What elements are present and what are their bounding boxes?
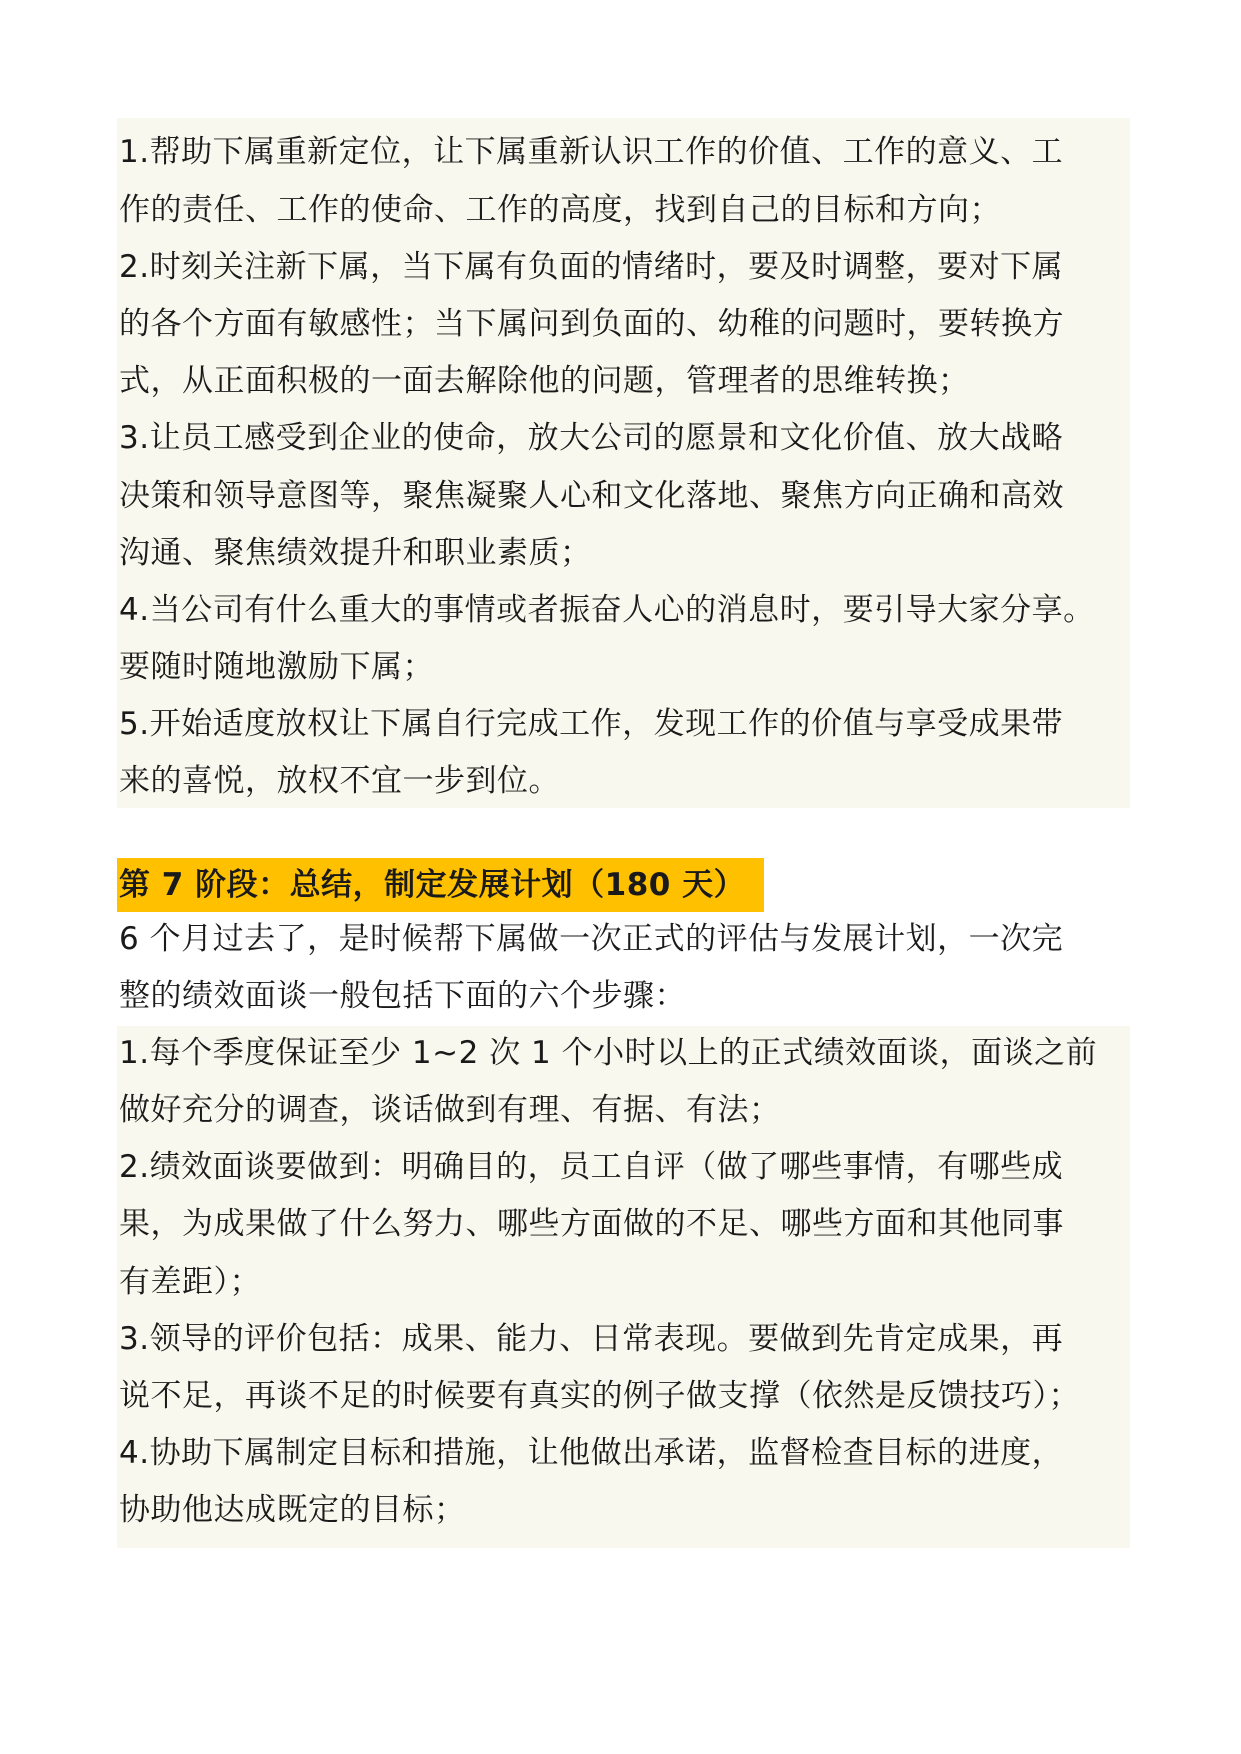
paragraph-line: 做好充分的调查，谈话做到有理、有据、有法； [119, 1092, 781, 1128]
paragraph-line: 2.绩效面谈要做到：明确目的，员工自评（做了哪些事情，有哪些成 [119, 1149, 1064, 1185]
section-heading [117, 858, 764, 912]
paragraph-line: 1.帮助下属重新定位，让下属重新认识工作的价值、工作的意义、工 [119, 134, 1064, 170]
paragraph-line: 要随时随地激励下属； [119, 649, 434, 685]
paragraph-line: 式，从正面积极的一面去解除他的问题，管理者的思维转换； [119, 363, 970, 399]
paragraph-line: 的各个方面有敏感性；当下属问到负面的、幼稚的问题时，要转换方 [119, 306, 1064, 342]
paragraph-line: 来的喜悦，放权不宜一步到位。 [119, 763, 560, 799]
intro-line: 整的绩效面谈一般包括下面的六个步骤： [119, 978, 686, 1014]
paragraph-line: 4.当公司有什么重大的事情或者振奋人心的消息时，要引导大家分享。 [119, 592, 1095, 628]
paragraph-line: 4.协助下属制定目标和措施，让他做出承诺，监督检查目标的进度， [119, 1435, 1064, 1471]
paragraph-line: 1.每个季度保证至少 1~2 次 1 个小时以上的正式绩效面谈，面谈之前 [119, 1035, 1098, 1071]
paragraph-line: 有差距）； [119, 1264, 261, 1300]
paragraph-line: 3.让员工感受到企业的使命，放大公司的愿景和文化价值、放大战略 [119, 420, 1064, 456]
section-heading-text: 第 7 阶段：总结，制定发展计划（180 天） [119, 867, 746, 903]
paragraph-line: 2.时刻关注新下属，当下属有负面的情绪时，要及时调整，要对下属 [119, 249, 1064, 285]
paragraph-line: 果，为成果做了什么努力、哪些方面做的不足、哪些方面和其他同事 [119, 1206, 1064, 1242]
paragraph-line: 3.领导的评价包括：成果、能力、日常表现。要做到先肯定成果，再 [119, 1321, 1064, 1357]
paragraph-line: 沟通、聚焦绩效提升和职业素质； [119, 535, 592, 571]
intro-line: 6 个月过去了，是时候帮下属做一次正式的评估与发展计划，一次完 [119, 921, 1064, 957]
paragraph-line: 决策和领导意图等，聚焦凝聚人心和文化落地、聚焦方向正确和高效 [119, 478, 1064, 514]
paragraph-line: 作的责任、工作的使命、工作的高度，找到自己的目标和方向； [119, 192, 1001, 228]
paragraph-line: 协助他达成既定的目标； [119, 1492, 466, 1528]
paragraph-line: 5.开始适度放权让下属自行完成工作，发现工作的价值与享受成果带 [119, 706, 1064, 742]
paragraph-line: 说不足，再谈不足的时候要有真实的例子做支撑（依然是反馈技巧）； [119, 1378, 1080, 1414]
